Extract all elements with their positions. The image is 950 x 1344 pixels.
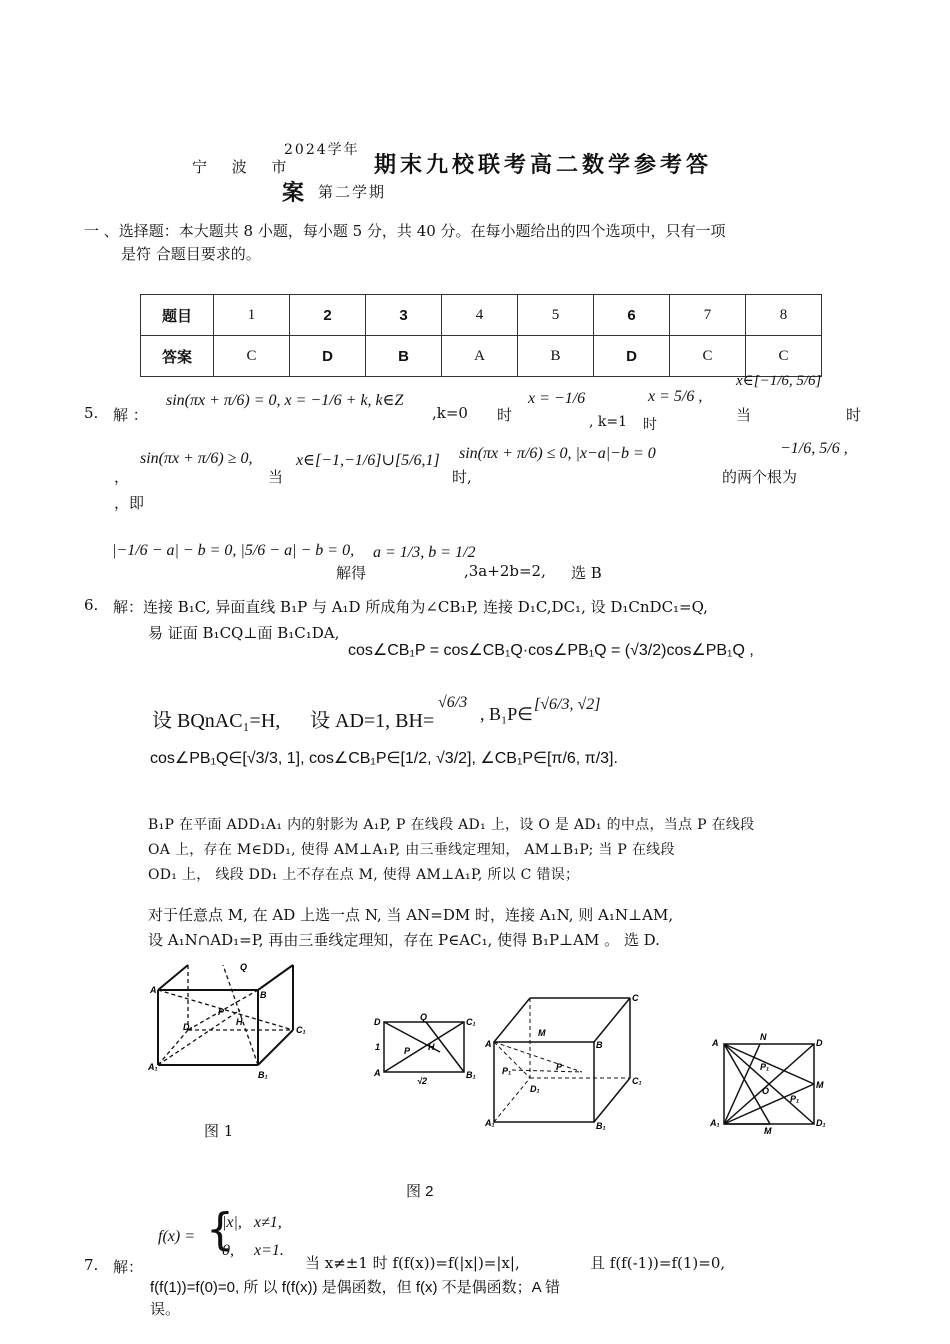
q6-number: 6. <box>84 596 99 614</box>
q6-range-line: cos∠PB₁Q∈[√3/3, 1], cos∠CB₁P∈[1/2, √3/2], ∠CB₁P∈[π/6, π/3]. <box>150 750 618 767</box>
q5-roots: −1/6, 5/6 , <box>780 440 848 457</box>
figure-2-caption: 图 2 <box>406 1183 434 1200</box>
q6-para2-l2: 设 A₁N∩AD₁=P, 再由三垂线定理知，存在 P∈AC₁, 使得 B₁P⊥AM 。 选 D. <box>148 931 660 949</box>
table-cell: D <box>594 336 670 377</box>
fig2b-label: O <box>762 1086 770 1096</box>
answer-table <box>140 294 822 377</box>
figure-2a-cube <box>482 992 647 1132</box>
fig1-label: H <box>236 1017 243 1027</box>
q5-ji: ，即 <box>114 494 145 512</box>
q5-k0: ,k=0 <box>432 404 468 422</box>
q5-eq1: sin(πx + π/6) = 0, x = −1/6 + k, k∈Z <box>166 392 404 409</box>
table-row-label: 答案 <box>141 336 214 377</box>
q5-shi3: 时 <box>846 406 862 424</box>
q7-piece-fx: f(x) = <box>158 1228 195 1245</box>
q5-interval-top: x∈[−1/6, 5/6] <box>736 373 822 389</box>
q5-shi4: 时, <box>452 468 472 486</box>
q7-cond: 当 x≠±1 时 f(f(x))=f(|x|)=|x|, <box>305 1254 520 1272</box>
fig2-label: B₁ <box>596 1121 606 1131</box>
fig1-label: Q <box>240 962 248 972</box>
fig1-label: A <box>150 985 157 995</box>
q5-eq-final: |−1/6 − a| − b = 0, |5/6 − a| − b = 0, <box>112 542 355 559</box>
q7-brace: { <box>206 1204 234 1255</box>
fig1b-label: D <box>374 1017 381 1027</box>
section1-line1: 一 、选择题：本大题共 8 小题，每小题 5 分，共 40 分。在每小题给出的四个选项中，只有一项 <box>84 222 726 240</box>
fig2-label: M <box>538 1028 546 1038</box>
q7-line2: f(f(1))=f(0)=0, 所 以 f(f(x)) 是偶函数，但 f(x) 不是偶函数；A 错 <box>150 1279 561 1296</box>
q5-number: 5. <box>84 404 99 422</box>
fig1b-label: √2 <box>417 1076 427 1086</box>
q7-number: 7. <box>84 1256 99 1274</box>
fig1-label: A₁ <box>148 1062 158 1072</box>
fig2b-label: M <box>816 1080 824 1090</box>
table-cell: 6 <box>594 295 670 336</box>
fig1-label: P <box>218 1007 225 1017</box>
figure-1a-cube <box>148 960 308 1085</box>
q5-x1: x = −1/6 <box>528 390 586 407</box>
q5-dang2: 当 <box>268 468 284 486</box>
q6-set-b: 设 AD=1, BH= <box>310 710 435 732</box>
table-cell: A <box>442 336 518 377</box>
q5-interval2: x∈[−1,−1/6]∪[5/6,1] <box>296 452 440 469</box>
header-city: 宁 波 市 <box>192 158 297 176</box>
fig1-label: B <box>260 990 267 1000</box>
table-cell: 7 <box>670 295 746 336</box>
fig1b-label: H <box>428 1042 435 1052</box>
fig2b-label: D₁ <box>816 1118 826 1128</box>
fig2-label: C₁ <box>632 1076 642 1086</box>
q7-jie: 解： <box>113 1258 144 1276</box>
header-year: 2024学年 <box>284 142 360 158</box>
q5-shi1: 时 <box>497 406 513 424</box>
q5-comma: ， <box>114 468 130 486</box>
q7-piece2: 0, x=1. <box>222 1242 284 1259</box>
q6-set-c: √6/3 <box>438 694 468 711</box>
fig2-label: P <box>556 1062 563 1072</box>
q6-set-a: 设 BQnAC₁=H, <box>152 710 281 732</box>
table-cell: C <box>670 336 746 377</box>
table-row <box>141 295 822 336</box>
fig2b-label: A₁ <box>710 1118 720 1128</box>
table-cell: C <box>746 336 822 377</box>
fig2b-label: D <box>816 1038 823 1048</box>
fig2b-label: M <box>764 1126 772 1136</box>
table-cell: 2 <box>290 295 366 336</box>
fig2b-label: N <box>760 1032 767 1042</box>
fig1b-label: Q <box>420 1012 428 1022</box>
q5-shi2: 时 <box>643 417 657 433</box>
table-row <box>141 336 822 377</box>
fig2b-label: P₁ <box>760 1062 770 1072</box>
fig2-label: D₁ <box>530 1084 540 1094</box>
table-cell: 5 <box>518 295 594 336</box>
table-cell: D <box>290 336 366 377</box>
fig1b-label: C₁ <box>466 1017 476 1027</box>
q5-result: ,3a+2b=2, <box>464 562 546 580</box>
fig1-label: B₁ <box>258 1070 268 1080</box>
header-term: 第二学期 <box>318 183 387 201</box>
table-cell: B <box>366 336 442 377</box>
figure-2b-square <box>708 1028 830 1138</box>
q6-para1-l1: B₁P 在平面 ADD₁A₁ 内的射影为 A₁P, P 在线段 AD₁ 上，设 O 是 AD₁ 的中点，当点 P 在线段 <box>148 817 755 833</box>
q6-line2: 易 证面 B₁CQ⊥面 B₁C₁DA, <box>148 624 340 642</box>
q5-ineq1: sin(πx + π/6) ≥ 0, <box>140 450 253 467</box>
q6-para1-l3: OD₁ 上， 线段 DD₁ 上不存在点 M, 使得 AM⊥A₁P, 所以 C 错误； <box>148 867 580 883</box>
figure-1-caption: 图 1 <box>204 1122 234 1140</box>
q5-jie: 解 ： <box>113 406 148 424</box>
q6-cos-eq: cos∠CB₁P = cos∠CB₁Q·cos∠PB₁Q = (√3/2)cos∠PB₁Q , <box>348 642 754 659</box>
q5-ineq2: sin(πx + π/6) ≤ 0, |x−a|−b = 0 <box>459 445 656 462</box>
fig2-label: A₁ <box>485 1118 495 1128</box>
fig1b-label: A <box>374 1068 381 1078</box>
fig1-label: C₁ <box>296 1025 306 1035</box>
fig2-label: B <box>596 1040 603 1050</box>
q5-ab: a = 1/3, b = 1/2 <box>373 544 476 561</box>
table-cell: 4 <box>442 295 518 336</box>
fig1-label: D₁ <box>183 1022 193 1032</box>
q5-jiede: 解得 <box>336 564 367 582</box>
fig2b-label: A <box>712 1038 719 1048</box>
fig1b-label: P <box>404 1046 411 1056</box>
fig1b-label: 1 <box>375 1042 381 1052</box>
figure-1b-rectangle <box>370 1012 480 1088</box>
fig1b-label: B₁ <box>466 1070 476 1080</box>
fig2-label: P₁ <box>502 1066 512 1076</box>
table-cell: C <box>214 336 290 377</box>
q7-piece1: |x|, x≠1, <box>222 1214 282 1231</box>
table-row-label: 题目 <box>141 295 214 336</box>
page-title-wrap: 案 <box>282 180 309 206</box>
q6-para2-l1: 对于任意点 M, 在 AD 上选一点 N, 当 AN=DM 时，连接 A₁N, 则 A₁N⊥AM, <box>148 906 674 924</box>
table-cell: 1 <box>214 295 290 336</box>
q7-also: 且 f(f(-1))=f(1)=0, <box>590 1254 726 1272</box>
fig2-label: C <box>632 993 639 1003</box>
q5-dang: 当 <box>736 406 752 424</box>
q5-k1: , k=1 <box>589 414 628 430</box>
fig2-label: A <box>485 1039 492 1049</box>
fig2b-label: P₁ <box>790 1094 800 1104</box>
table-cell: B <box>518 336 594 377</box>
q5-two-roots: 的两个根为 <box>722 468 798 486</box>
page-title: 期末九校联考高二数学参考答 <box>374 152 713 178</box>
q5-x2: x = 5/6 , <box>648 388 703 405</box>
table-cell: 8 <box>746 295 822 336</box>
q7-line3: 误。 <box>150 1300 181 1318</box>
q5-choose: 选 B <box>571 564 602 582</box>
table-cell: 3 <box>366 295 442 336</box>
q6-set-d: , B₁P∈ <box>480 704 533 724</box>
q6-set-e: [√6/3, √2] <box>534 696 601 713</box>
section1-line2: 是符 合题目要求的。 <box>121 245 261 263</box>
q6-para1-l2: OA 上，存在 M∈DD₁, 使得 AM⊥A₁P, 由三垂线定理知， AM⊥B₁P; 当 P 在线段 <box>148 842 675 858</box>
q6-line1: 解：连接 B₁C, 异面直线 B₁P 与 A₁D 所成角为∠CB₁P, 连接 D₁C,DC₁, 设 D₁CnDC₁=Q, <box>113 598 708 616</box>
